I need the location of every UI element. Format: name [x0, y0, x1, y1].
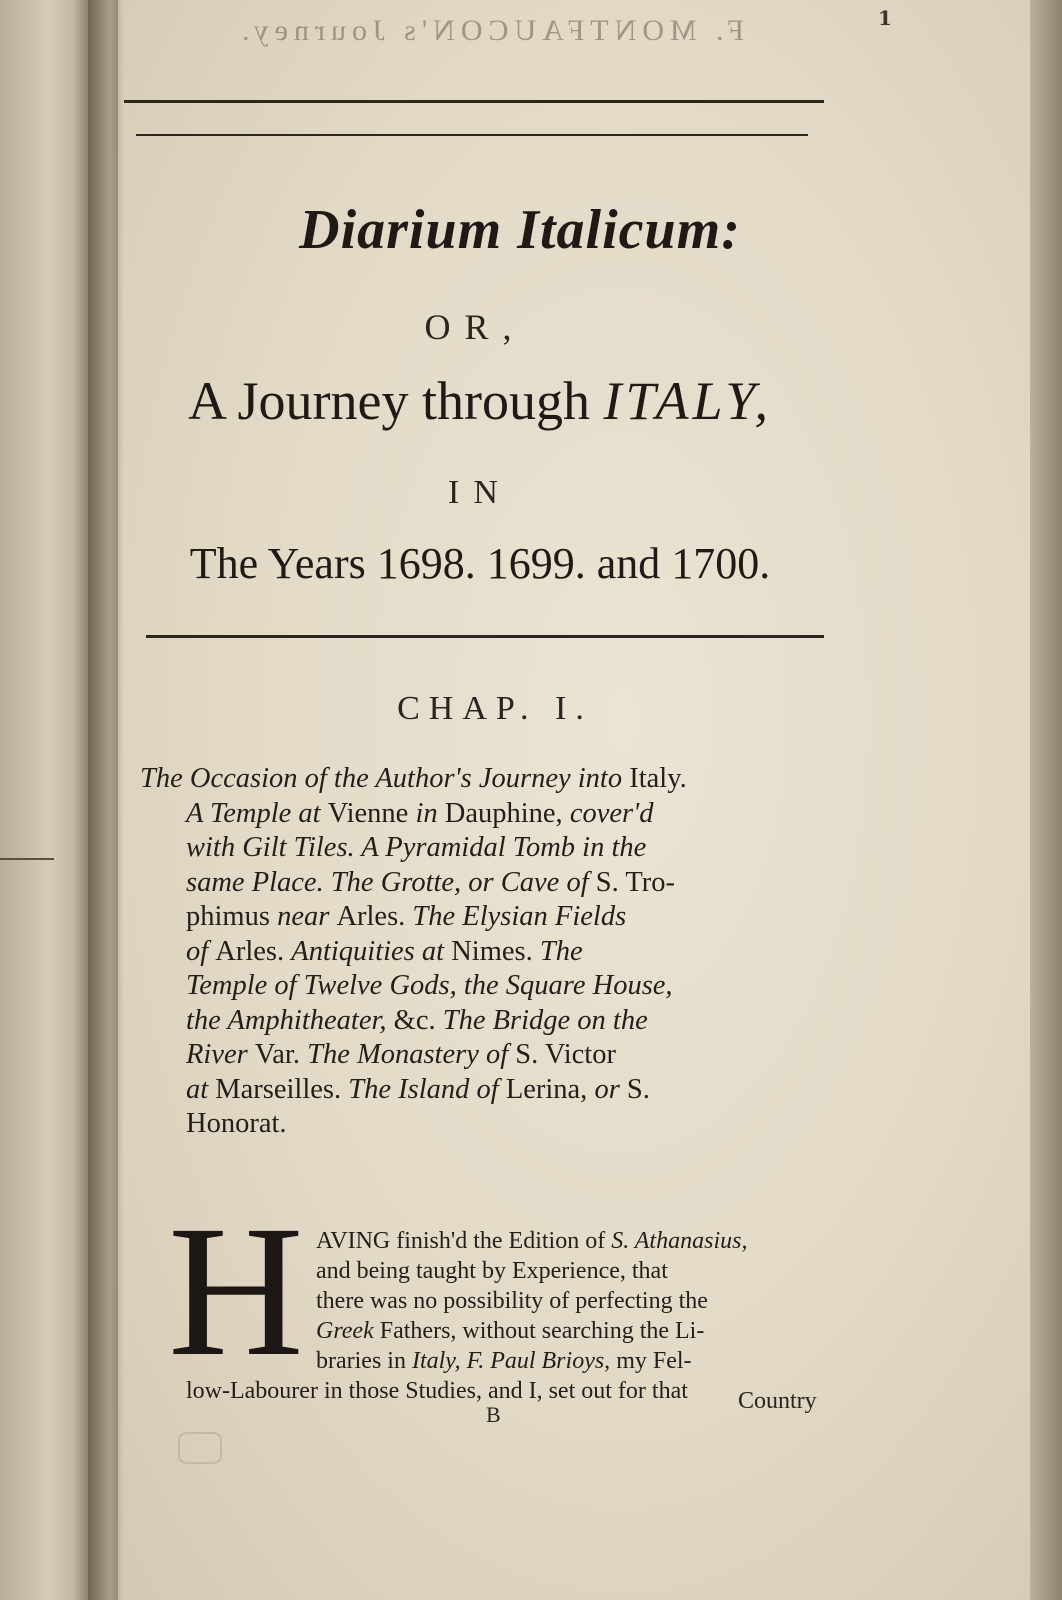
summary-line: with Gilt Tiles. A Pyramidal Tomb in the	[186, 832, 647, 863]
gutter-shadow	[88, 0, 124, 1600]
book-title: Diarium Italicum:	[299, 199, 741, 261]
summary-line: of Arles. Antiquities at Nimes. The	[186, 935, 583, 967]
mid-rule	[146, 635, 824, 638]
summary-line: Temple of Twelve Gods, the Square House,	[186, 970, 673, 1001]
facing-page-rule	[0, 858, 54, 860]
corner-mark: 1	[878, 6, 892, 30]
facing-page	[0, 0, 92, 1600]
body-line-last: low-Labourer in those Studies, and I, set out for that	[186, 1378, 688, 1404]
body-line: and being taught by Experience, that	[316, 1258, 668, 1284]
body-line: AVING finish'd the Edition of S. Athanasius,	[316, 1228, 748, 1254]
drop-cap: H	[168, 1186, 304, 1395]
summary-line: the Amphitheater, &c. The Bridge on the	[186, 1004, 648, 1036]
body-line: braries in Italy, F. Paul Brioys, my Fel-	[316, 1348, 692, 1374]
running-head-bleed: F. MONTFAUCON's Journey.	[236, 14, 744, 47]
summary-line: The Occasion of the Author's Journey into Italy.	[140, 763, 687, 794]
subtitle-main: A Journey through	[188, 371, 590, 431]
ink-stain	[178, 1432, 222, 1464]
book-subtitle	[120, 370, 840, 432]
body-line: there was no possibility of perfecting the	[316, 1288, 708, 1314]
summary-line: A Temple at Vienne in Dauphine, cover'd	[186, 797, 654, 829]
summary-line: at Marseilles. The Island of Lerina, or S.	[186, 1073, 650, 1105]
summary-line: same Place. The Grotte, or Cave of S. Tro-	[186, 866, 675, 898]
chapter-summary	[140, 762, 840, 1142]
body-line: Greek Fathers, without searching the Li-	[316, 1318, 705, 1344]
title-in: IN	[448, 474, 512, 511]
page-edge	[1030, 0, 1062, 1600]
body-paragraph	[316, 1226, 844, 1376]
subtitle-italy: ITALY,	[603, 371, 772, 431]
summary-line: phimus near Arles. The Elysian Fields	[186, 901, 627, 932]
chapter-heading: CHAP. I.	[397, 690, 593, 727]
title-years: The Years 1698. 1699. and 1700.	[189, 539, 771, 588]
summary-line: River Var. The Monastery of S. Victor	[186, 1039, 616, 1070]
summary-line: Honorat.	[186, 1108, 287, 1139]
top-rule-2	[136, 134, 808, 136]
signature-mark: B	[486, 1402, 501, 1427]
top-rule-1	[124, 100, 824, 103]
catchword: Country	[738, 1388, 817, 1414]
title-or: OR,	[424, 307, 526, 347]
